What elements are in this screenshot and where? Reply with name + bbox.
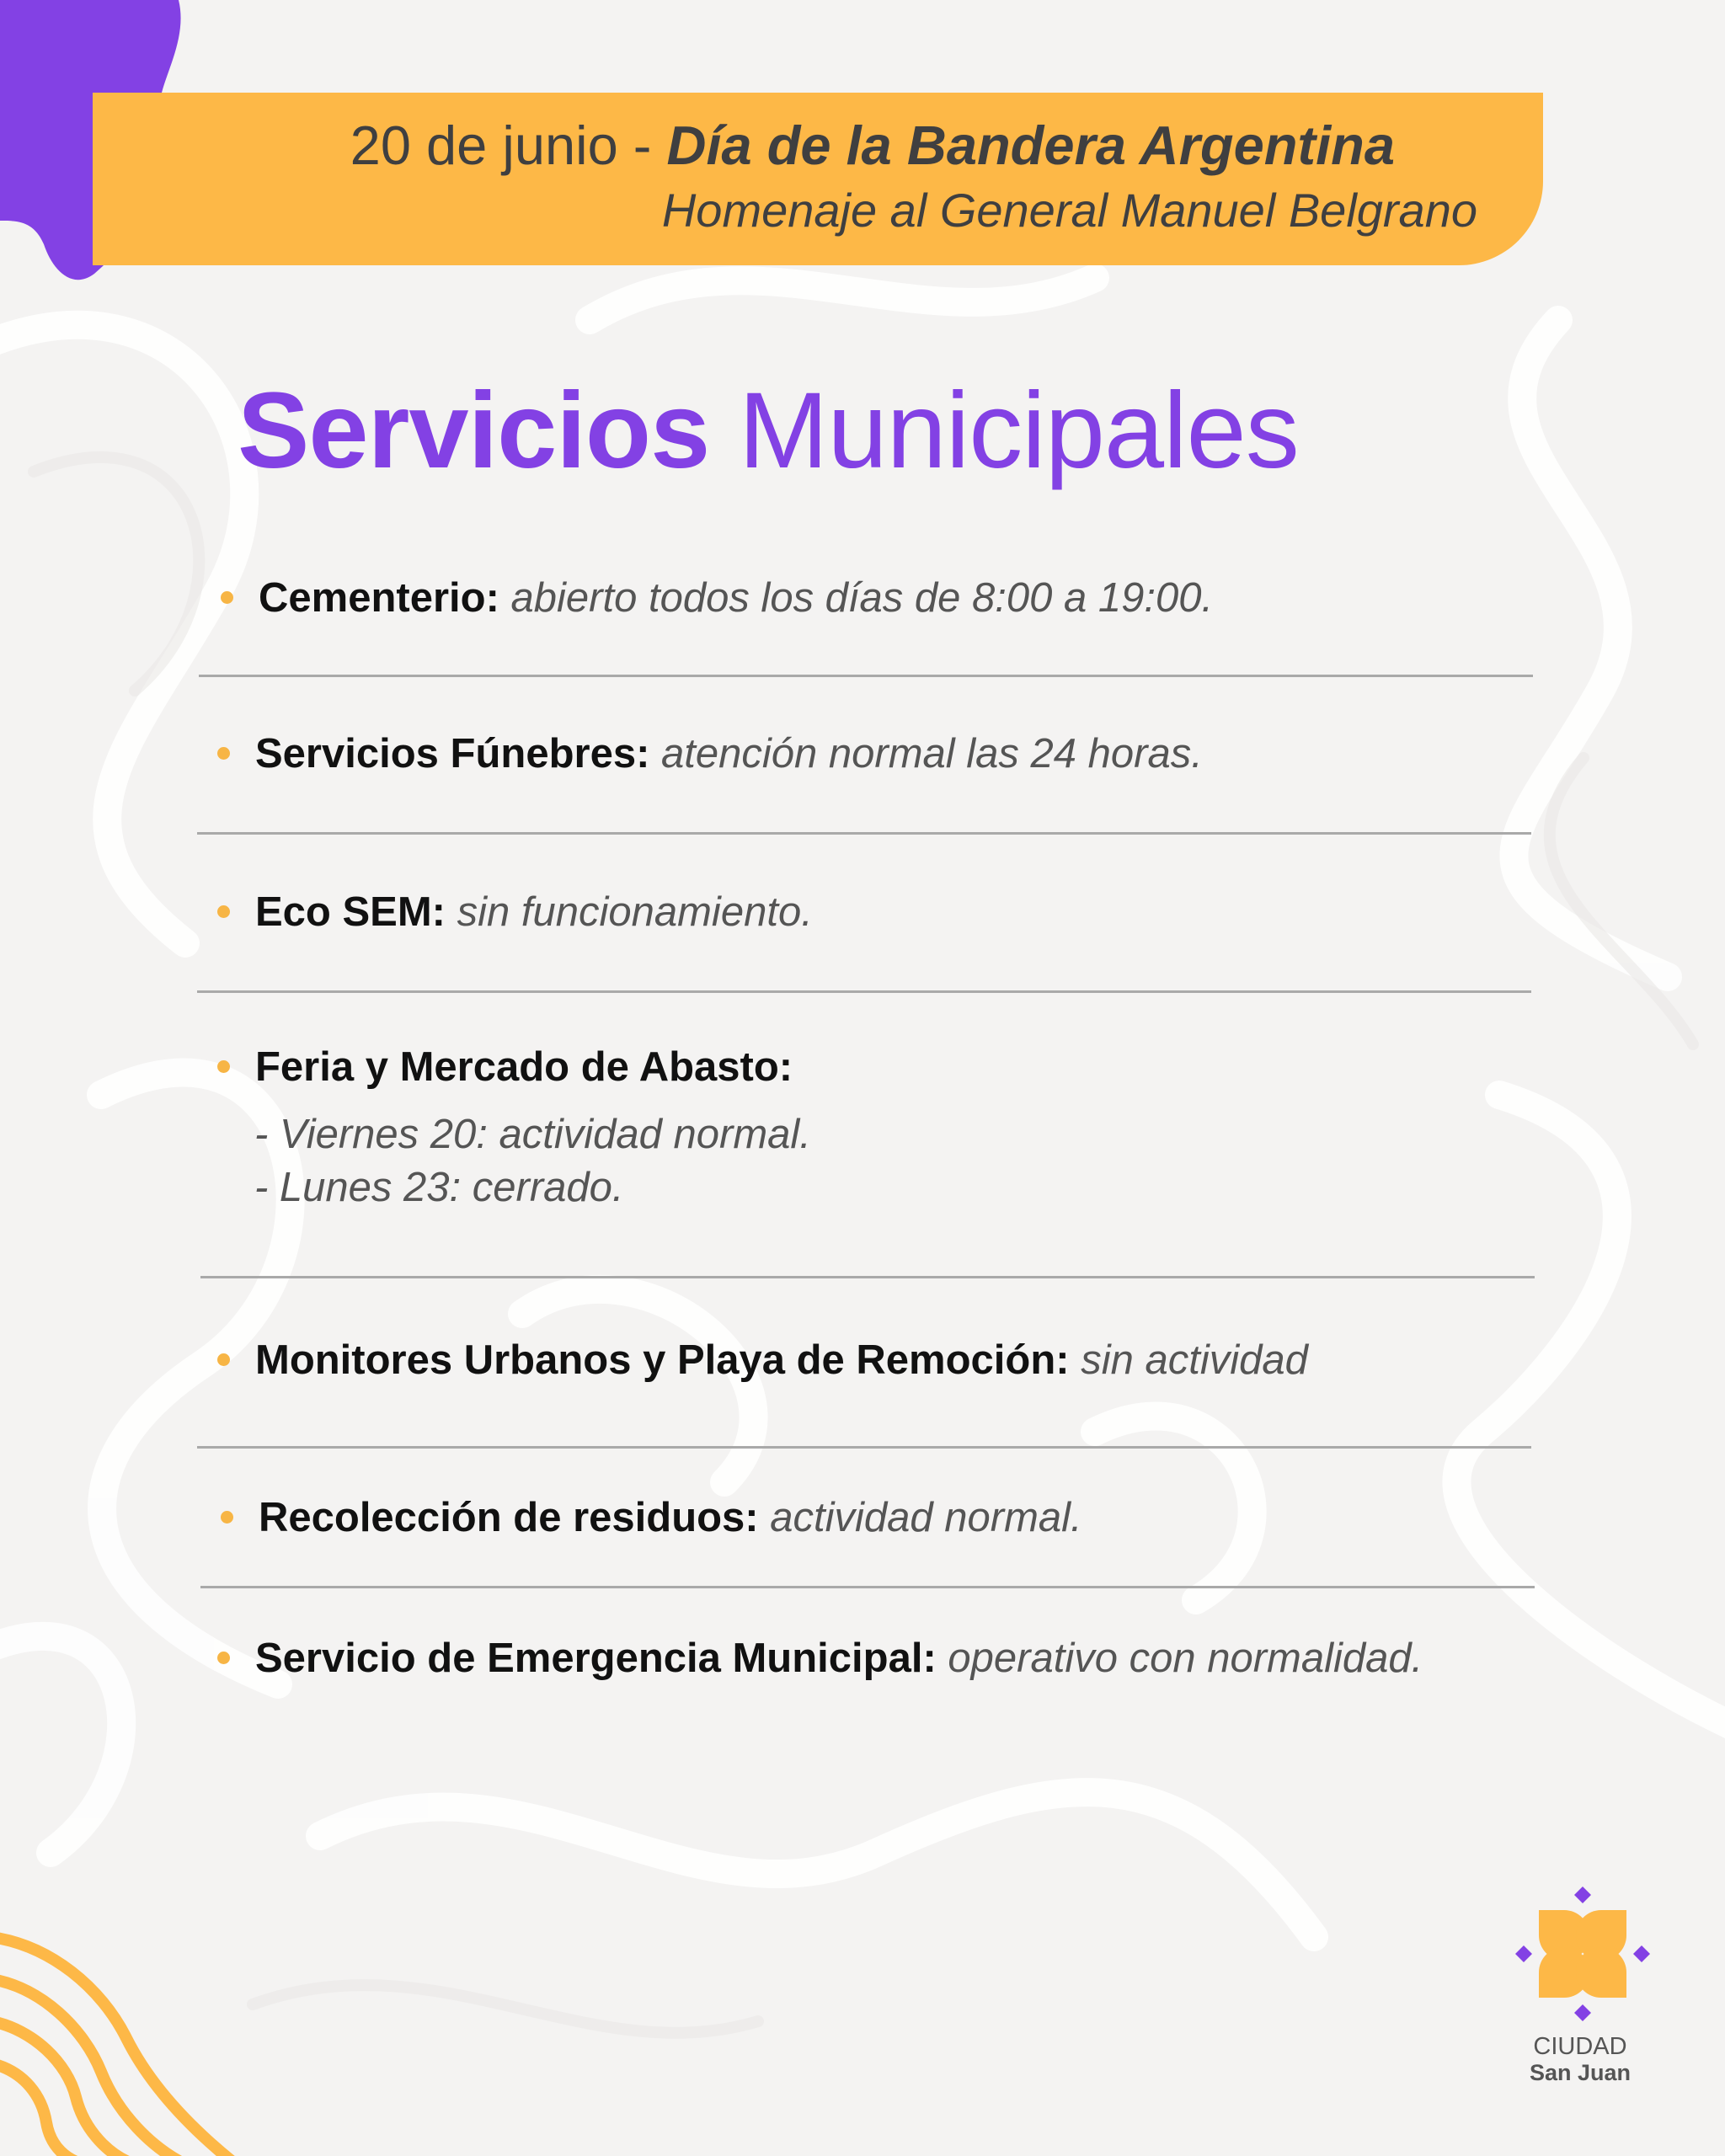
service-desc: sin funcionamiento.	[457, 889, 813, 935]
page-title	[238, 371, 1299, 491]
bullet-icon	[221, 591, 233, 604]
divider	[199, 675, 1533, 677]
title-regular-word: Municipales	[738, 371, 1299, 491]
service-label: Feria y Mercado de Abasto:	[255, 1044, 793, 1090]
bullet-icon	[217, 1353, 230, 1366]
service-label: Cementerio:	[259, 575, 499, 621]
service-item-monitores-urbanos	[217, 1337, 1308, 1383]
service-label: Servicio de Emergencia Municipal:	[255, 1636, 937, 1681]
service-label: Servicios Fúnebres:	[255, 731, 650, 776]
logo-text-ciudad: CIUDAD	[1533, 2033, 1627, 2060]
feria-line-lunes: - Lunes 23: cerrado.	[254, 1165, 624, 1210]
banner-date: 20 de junio -	[350, 115, 667, 176]
service-item-recoleccion	[221, 1497, 1082, 1539]
service-item-emergencia	[217, 1638, 1423, 1679]
bullet-icon	[217, 1060, 230, 1073]
bullet-icon	[217, 905, 230, 918]
logo-flower-icon	[1515, 1886, 1650, 2021]
feria-line-viernes: - Viernes 20: actividad normal.	[254, 1112, 811, 1157]
divider	[197, 1446, 1531, 1449]
service-item-funebres	[217, 731, 1203, 776]
service-desc: operativo con normalidad.	[948, 1636, 1423, 1681]
bullet-icon	[221, 1511, 233, 1524]
service-desc: abierto todos los días de 8:00 a 19:00.	[510, 575, 1214, 621]
logo-text-san-juan: San Juan	[1529, 2060, 1632, 2085]
service-item-eco-sem	[217, 889, 813, 935]
service-label: Monitores Urbanos y Playa de Remoción:	[255, 1337, 1070, 1383]
service-item-feria-abasto	[217, 1044, 793, 1090]
yellow-wave-decoration	[0, 1912, 253, 2156]
service-desc: atención normal las 24 horas.	[661, 731, 1203, 776]
bullet-icon	[217, 747, 230, 760]
service-desc: sin actividad	[1081, 1337, 1308, 1383]
banner-subtitle: Homenaje al General Manuel Belgrano	[661, 184, 1477, 237]
service-label: Recolección de residuos:	[259, 1495, 759, 1540]
title-bold-word: Servicios	[238, 371, 710, 491]
service-label: Eco SEM:	[255, 889, 446, 935]
header-banner	[93, 93, 1543, 265]
service-item-cementerio	[221, 575, 1214, 621]
divider	[197, 990, 1531, 993]
ciudad-san-juan-logo	[1504, 1886, 1664, 2089]
service-desc: actividad normal.	[770, 1495, 1082, 1540]
banner-day-name: Día de la Bandera Argentina	[666, 115, 1395, 176]
banner-title	[350, 115, 1395, 176]
divider	[200, 1586, 1535, 1588]
divider	[200, 1276, 1535, 1278]
divider	[197, 832, 1531, 835]
bullet-icon	[217, 1652, 230, 1664]
